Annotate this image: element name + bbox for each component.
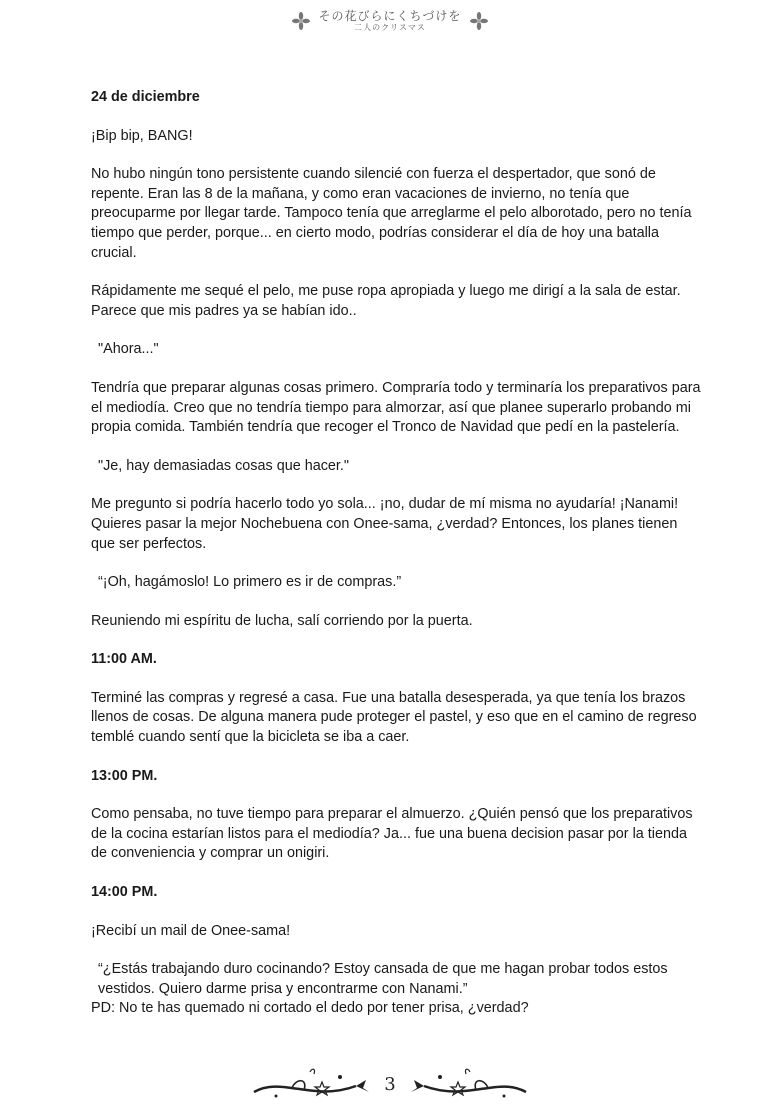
dialogue-line: "Ahora..." — [98, 341, 159, 358]
paragraph: Rápidamente me sequé el pelo, me puse ropa apropiada y luego me dirigí a la sala de estar. Parece que mis padres ya se habían ido.. — [91, 283, 681, 319]
dialogue-line: "Je, hay demasiadas cosas que hacer." — [98, 457, 350, 474]
page-header — [0, 6, 780, 36]
page-number: 3 — [384, 1073, 396, 1095]
ornament-left-icon — [252, 1066, 372, 1102]
paragraph: Reuniendo mi espíritu de lucha, salí corriendo por la puerta. — [91, 612, 473, 629]
date-heading: 24 de diciembre — [91, 89, 200, 105]
paragraph: Como pensaba, no tuve tiempo para preparar el almuerzo. ¿Quién pensó que los preparativos de la cocina estarían listos para el mediodía? Ja... fue una buena decision pasar por la tienda de conveniencia y comprar un onigiri. — [91, 806, 693, 862]
flower-ornament-icon — [291, 11, 311, 31]
paragraph: Me pregunto si podría hacerlo todo yo sola... ¡no, dudar de mí misma no ayudaría! ¡Nanami! Quieres pasar la mejor Nochebuena con Onee-sama, ¿verdad? Entonces, los planes tienen que ser perfectos. — [91, 496, 679, 552]
time-heading: 11:00 AM. — [91, 651, 157, 668]
paragraph: No hubo ningún tono persistente cuando silencié con fuerza el despertador, que sonó de repente. Eran las 8 de la mañana, y como eran vacaciones de invierno, no tenía que preocuparme por llegar tarde. Tampoco tenía que arreglarme el pelo alborotado, pero no tenía tiempo que perder, porque... en cierto modo, podrías considerar el día de hoy una batalla crucial. — [91, 166, 692, 261]
postscript: PD: No te has quemado ni cortado el dedo por tener prisa, ¿verdad? — [91, 1000, 529, 1017]
page-footer — [0, 1064, 780, 1104]
header-title: その花びらにくちづけを — [318, 9, 462, 23]
flower-ornament-icon — [469, 11, 489, 31]
dialogue-line: “¿Estás trabajando duro cocinando? Estoy cansada de que me hagan probar todos estos vestidos. Quiero darme prisa y encontrarme con Nanami.” — [98, 961, 668, 997]
dialogue-line: “¡Oh, hagámoslo! Lo primero es ir de compras.” — [98, 574, 402, 591]
paragraph: Terminé las compras y regresé a casa. Fue una batalla desesperada, ya que tenía los brazos llenos de cosas. De alguna manera pude proteger el pastel, y eso que en el camino de regreso temblé cuando sentí que la bicicleta se iba a caer. — [91, 689, 697, 746]
paragraph: ¡Recibí un mail de Onee-sama! — [91, 922, 291, 939]
header-titles — [319, 10, 462, 32]
paragraph: ¡Bip bip, BANG! — [91, 127, 193, 144]
header-subtitle: 二人のクリスマス — [354, 23, 426, 32]
paragraph: Tendría que preparar algunas cosas primero. Compraría todo y terminaría los preparativos para el mediodía. Creo que no tendría tiempo para almorzar, así que planee superarlo probando mi propia comida. También tendría que recoger el Tronco de Navidad que pedí en la pastelería. — [91, 379, 701, 436]
ornament-right-icon — [408, 1066, 528, 1102]
time-heading: 14:00 PM. — [91, 884, 158, 901]
time-heading: 13:00 PM. — [91, 767, 158, 784]
page-body — [91, 88, 701, 1019]
